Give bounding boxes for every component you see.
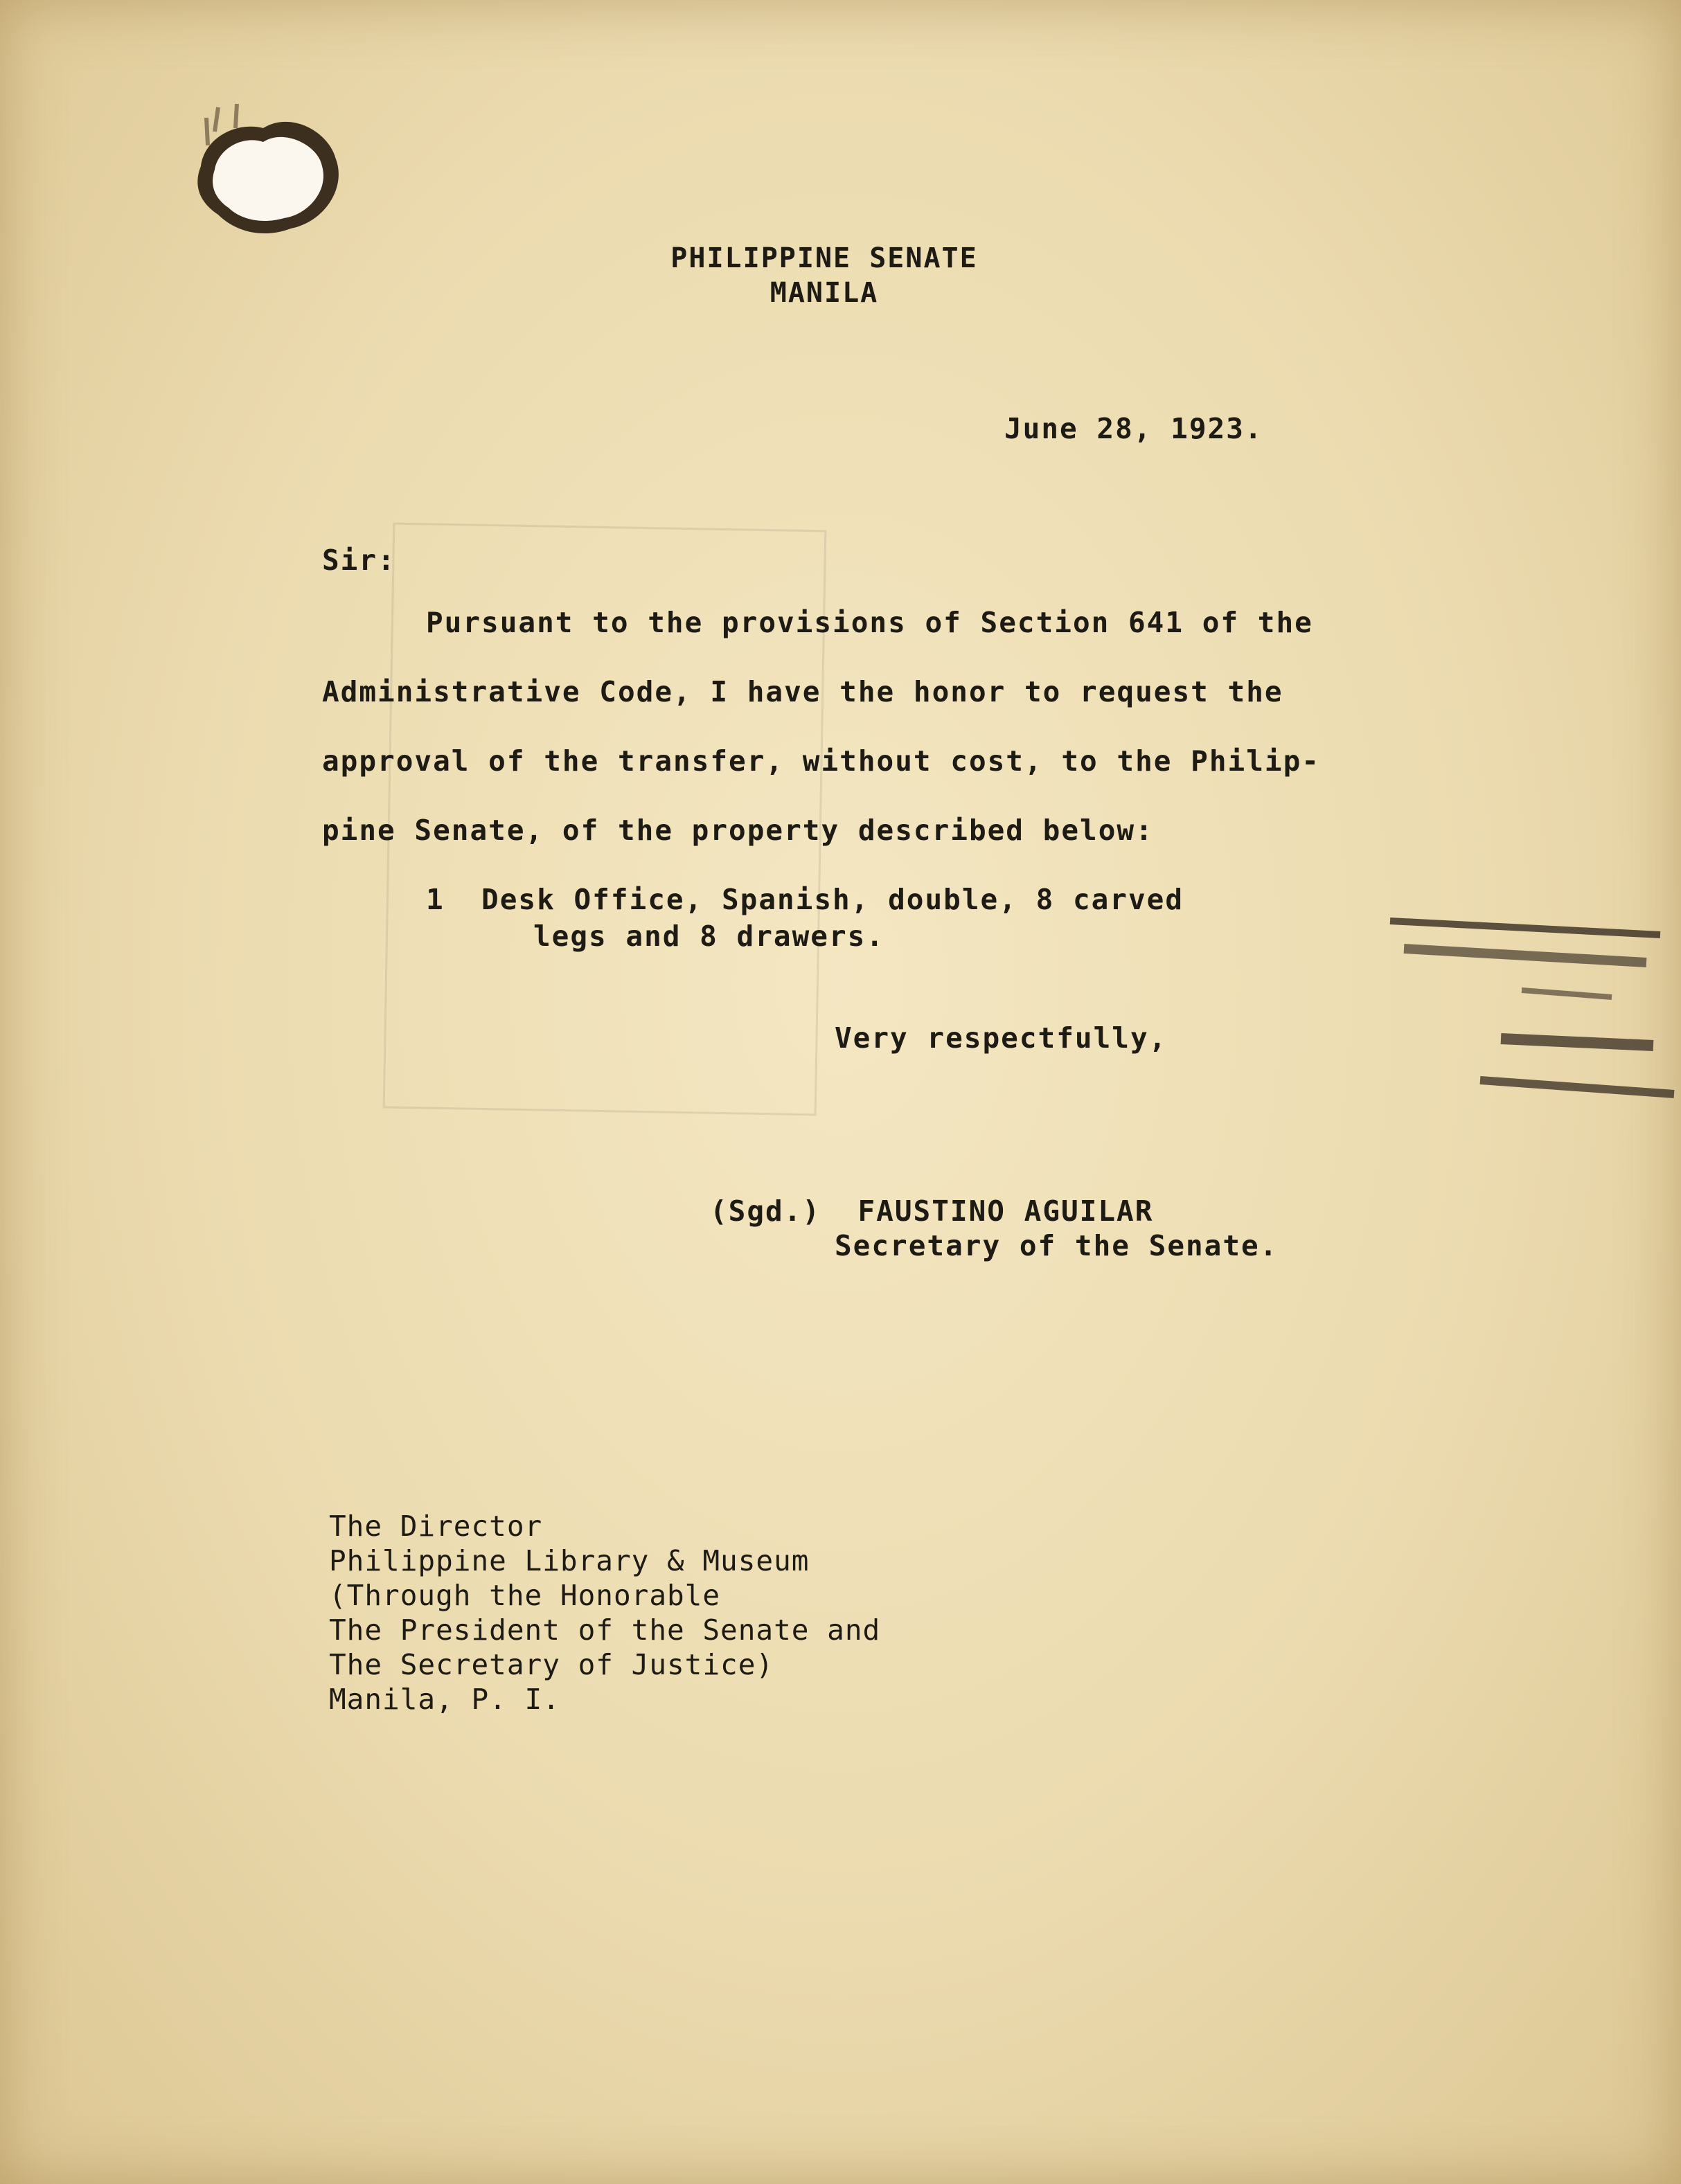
body-line-3: approval of the transfer, without cost, to the Philip- bbox=[322, 744, 1320, 778]
addressee-line-1: The Director bbox=[329, 1510, 543, 1543]
signature-line-2: Secretary of the Senate. bbox=[835, 1229, 1279, 1262]
addressee-line-6: Manila, P. I. bbox=[329, 1683, 560, 1716]
item-line-1: 1 Desk Office, Spanish, double, 8 carved bbox=[426, 883, 1184, 916]
body-line-4: pine Senate, of the property described below: bbox=[322, 814, 1154, 847]
body-line-2: Administrative Code, I have the honor to request the bbox=[322, 675, 1283, 708]
closing: Very respectfully, bbox=[835, 1021, 1168, 1055]
addressee-line-2: Philippine Library & Museum bbox=[329, 1544, 810, 1577]
letterhead-line-1: PHILIPPINE SENATE bbox=[670, 242, 978, 274]
addressee-line-3: (Through the Honorable bbox=[329, 1579, 721, 1612]
addressee-line-5: The Secretary of Justice) bbox=[329, 1648, 774, 1681]
body-line-1: Pursuant to the provisions of Section 641 of the bbox=[426, 606, 1313, 639]
signature-line-1: (Sgd.) FAUSTINO AGUILAR bbox=[710, 1194, 1154, 1228]
salutation: Sir: bbox=[322, 544, 396, 577]
item-line-2: legs and 8 drawers. bbox=[533, 920, 884, 953]
ink-smudge-mark bbox=[1383, 893, 1681, 1115]
letter-date: June 28, 1923. bbox=[1004, 412, 1263, 445]
letterhead-line-2: MANILA bbox=[770, 277, 879, 309]
addressee-line-4: The President of the Senate and bbox=[329, 1613, 881, 1647]
burn-hole-mark bbox=[187, 104, 346, 242]
